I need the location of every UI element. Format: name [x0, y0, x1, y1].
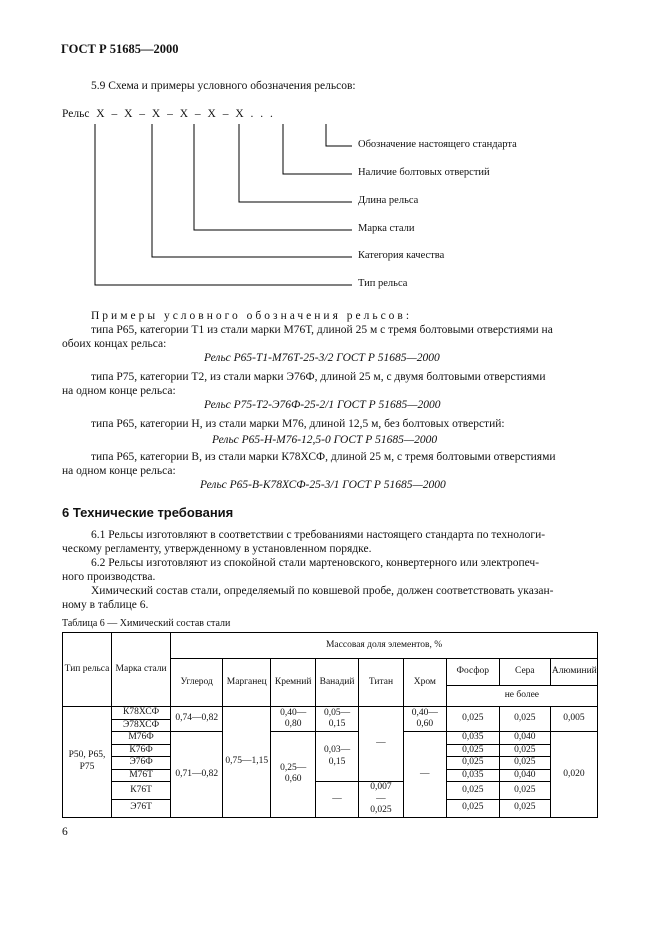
th-aluminum: Алюминий [550, 659, 597, 686]
scheme-label-grade: Марка стали [358, 223, 415, 234]
scheme-label-category: Категория качества [358, 250, 445, 261]
section-5-9-heading: 5.9 Схема и примеры условного обозначения рельсов: [91, 80, 356, 92]
example-3-text: типа Р65, категории Н, из стали марки М76, длиной 12,5 м, без болтовых отверстий: [91, 418, 505, 430]
cell-sulfur: 0,040 [499, 732, 550, 745]
cell-grade: Э78ХСФ [111, 719, 170, 732]
para-chem-cont: ному в таблице 6. [62, 599, 149, 611]
cell-grade: М76Ф [111, 732, 170, 745]
th-type: Тип рельса [63, 633, 112, 707]
scheme-label-length: Длина рельса [358, 195, 419, 206]
example-2-text-cont: на одном конце рельса: [62, 385, 176, 397]
para-6-2-cont: ного производства. [62, 571, 156, 583]
cell-types: Р50, Р65, Р75 [63, 707, 112, 818]
scheme-line-standard [326, 124, 352, 146]
th-chromium: Хром [403, 659, 446, 707]
cell-phosphorus: 0,025 [446, 782, 499, 800]
para-6-2: 6.2 Рельсы изготовляют из спокойной стали мартеновского, конвертерного или электропеч- [91, 557, 540, 569]
examples-title: Примеры условного обозначения рельсов: [91, 310, 413, 322]
cell-phosphorus: 0,035 [446, 732, 499, 745]
cell-titanium: — [358, 707, 403, 782]
cell-phosphorus: 0,025 [446, 707, 499, 732]
cell-chromium: — [403, 732, 446, 818]
example-4-text: типа Р65, категории В, из стали марки К78ХСФ, длиной 25 м, с тремя болтовыми отверстиями [91, 451, 556, 463]
scheme-label-type: Тип рельса [358, 278, 408, 289]
cell-sulfur: 0,025 [499, 744, 550, 757]
th-grade: Марка стали [111, 633, 170, 707]
cell-phosphorus: 0,025 [446, 757, 499, 770]
scheme-line-type [95, 124, 352, 285]
example-2-text: типа Р75, категории Т2, из стали марки Э76Ф, длиной 25 м, с двумя болтовыми отверстиями [91, 371, 546, 383]
cell-sulfur: 0,025 [499, 799, 550, 817]
example-1-code: Рельс Р65-Т1-М76Т-25-3/2 ГОСТ Р 51685—2000 [204, 352, 440, 364]
scheme-label-bolts: Наличие болтовых отверстий [358, 167, 490, 178]
document-header: ГОСТ Р 51685—2000 [61, 42, 179, 56]
example-2-code: Рельс Р75-Т2-Э76Ф-25-2/1 ГОСТ Р 51685—2000 [204, 399, 441, 411]
cell-chromium: 0,40—0,60 [403, 707, 446, 732]
cell-manganese: 0,75—1,15 [223, 707, 271, 818]
cell-aluminum: 0,020 [550, 732, 597, 818]
cell-carbon: 0,74—0,82 [171, 707, 223, 732]
th-titanium: Титан [358, 659, 403, 707]
cell-vanadium: 0,05—0,15 [316, 707, 359, 732]
cell-grade: К76Т [111, 782, 170, 800]
cell-grade: К76Ф [111, 744, 170, 757]
cell-sulfur: 0,025 [499, 782, 550, 800]
example-4-code: Рельс Р65-В-К78ХСФ-25-3/1 ГОСТ Р 51685—2000 [200, 479, 446, 491]
cell-phosphorus: 0,025 [446, 799, 499, 817]
cell-grade: К78ХСФ [111, 707, 170, 720]
cell-grade: Э76Т [111, 799, 170, 817]
th-mass-fraction: Массовая доля элементов, % [171, 633, 598, 659]
table-6 [62, 632, 598, 818]
th-sulfur: Сера [499, 659, 550, 686]
cell-grade: Э76Ф [111, 757, 170, 770]
cell-silicon: 0,40—0,80 [271, 707, 316, 732]
cell-silicon: 0,25—0,60 [271, 732, 316, 818]
designation-scheme [0, 0, 661, 300]
scheme-top-line: Рельс Х – Х – Х – Х – Х – Х . . . [62, 108, 273, 120]
cell-sulfur: 0,025 [499, 757, 550, 770]
section-6-heading: 6 Технические требования [62, 505, 234, 520]
example-1-text-cont: обоих концах рельса: [62, 338, 167, 350]
th-phosphorus: Фосфор [446, 659, 499, 686]
scheme-line-grade [194, 124, 352, 230]
cell-sulfur: 0,040 [499, 769, 550, 782]
th-vanadium: Ванадий [316, 659, 359, 707]
scheme-label-standard: Обозначение настоящего стандарта [358, 139, 517, 150]
th-no-more: не более [446, 686, 597, 707]
th-manganese: Марганец [223, 659, 271, 707]
para-6-1: 6.1 Рельсы изготовляют в соответствии с требованиями настоящего стандарта по технологи- [91, 529, 546, 541]
scheme-line-category [152, 124, 352, 257]
ti-min: 0,007 [370, 782, 392, 792]
scheme-line-bolts [283, 124, 352, 174]
para-chem: Химический состав стали, определяемый по ковшевой пробе, должен соответствовать указан- [91, 585, 554, 597]
cell-phosphorus: 0,025 [446, 744, 499, 757]
example-1-text: типа Р65, категории Т1 из стали марки М76Т, длиной 25 м с тремя болтовыми отверстиями на [91, 324, 553, 336]
page-number: 6 [62, 826, 68, 838]
cell-carbon: 0,71—0,82 [171, 732, 223, 818]
cell-phosphorus: 0,035 [446, 769, 499, 782]
example-3-code: Рельс Р65-Н-М76-12,5-0 ГОСТ Р 51685—2000 [212, 434, 438, 446]
para-6-1-cont: ческому регламенту, утвержденному в установленном порядке. [62, 543, 372, 555]
th-silicon: Кремний [271, 659, 316, 707]
ti-dash: — [376, 793, 386, 804]
cell-grade: М76Т [111, 769, 170, 782]
table-6-caption: Таблица 6 — Химический состав стали [62, 618, 231, 629]
example-4-text-cont: на одном конце рельса: [62, 465, 176, 477]
th-carbon: Углерод [171, 659, 223, 707]
cell-sulfur: 0,025 [499, 707, 550, 732]
cell-aluminum: 0,005 [550, 707, 597, 732]
ti-max: 0,025 [370, 805, 392, 815]
cell-vanadium: 0,03—0,15 [316, 732, 359, 782]
scheme-line-length [239, 124, 352, 202]
cell-vanadium: — [316, 782, 359, 818]
cell-titanium [358, 782, 403, 818]
